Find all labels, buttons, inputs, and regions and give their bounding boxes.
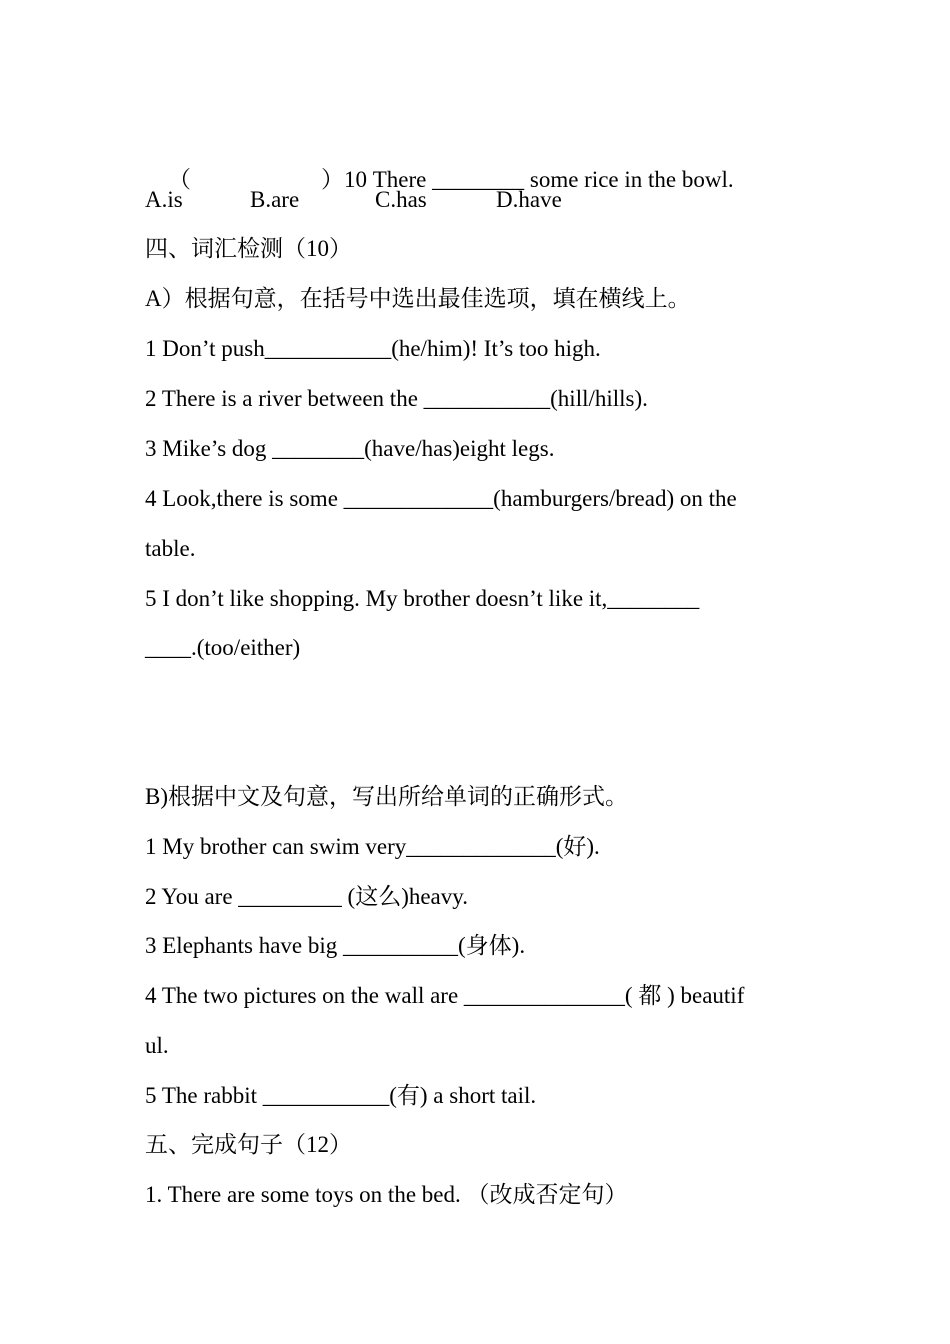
section-5-title: 五、完成句子（12） <box>145 1132 352 1157</box>
part-b-item-4: 4 The two pictures on the wall are ______________( 都 ) beautif <box>145 983 745 1008</box>
option-d: D.have <box>496 187 562 212</box>
question-10-text: 10 There ________ some rice in the bowl. <box>344 167 734 192</box>
part-b-item-1: 1 My brother can swim very_____________(好). <box>145 834 600 859</box>
option-c: C.has <box>375 187 427 212</box>
question-10 <box>145 135 734 225</box>
option-b: B.are <box>250 187 300 212</box>
part-b-item-5: 5 The rabbit ___________(有) a short tail. <box>145 1083 537 1108</box>
part-b-item-4-cont: ul. <box>145 1033 169 1058</box>
part-a-item-1: 1 Don’t push___________(he/him)! It’s too high. <box>145 336 601 361</box>
answer-paren-open: （ <box>168 167 191 192</box>
part-a-item-2: 2 There is a river between the ___________(hill/hills). <box>145 386 648 411</box>
answer-paren-close: ） <box>321 167 344 192</box>
part-b-item-2: 2 You are _________ (这么)heavy. <box>145 884 469 909</box>
part-b-item-3: 3 Elephants have big __________(身体). <box>145 933 526 958</box>
part-a-instruction: A）根据句意，在括号中选出最佳选项，填在横线上。 <box>145 286 691 311</box>
part-a-item-4-cont: table. <box>145 536 196 561</box>
section-4-title: 四、词汇检测（10） <box>145 236 352 261</box>
section-5-item-1: 1. There are some toys on the bed. （改成否定句） <box>145 1182 628 1207</box>
part-b-instruction: B)根据中文及句意，写出所给单词的正确形式。 <box>145 784 628 809</box>
part-a-item-5-cont: ____.(too/either) <box>145 635 301 660</box>
part-a-item-4: 4 Look,there is some _____________(hamburgers/bread) on the <box>145 486 737 511</box>
part-a-item-3: 3 Mike’s dog ________(have/has)eight legs. <box>145 436 555 461</box>
option-a: A.is <box>145 187 183 212</box>
part-a-item-5: 5 I don’t like shopping. My brother doesn’t like it,________ <box>145 586 700 611</box>
